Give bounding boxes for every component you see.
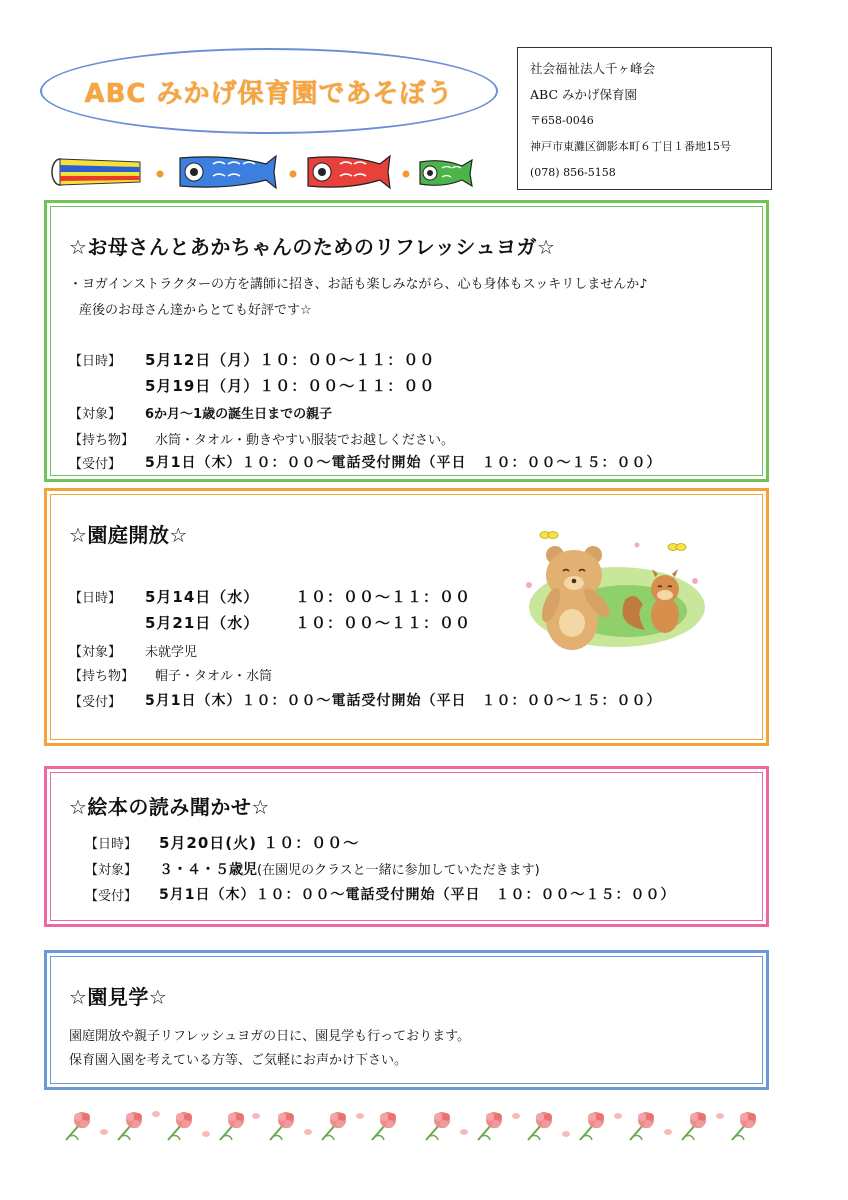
yoga-title: ☆お母さんとあかちゃんのためのリフレッシュヨガ☆: [69, 235, 556, 259]
garden-date-label: 【日時】: [69, 591, 122, 606]
org-info-box: [517, 47, 772, 190]
book-target-note: (在園児のクラスと一緒に参加していただきます): [257, 863, 540, 878]
garden-date-2-day: 5月21日（水）: [145, 614, 260, 632]
yoga-date-1: 5月12日（月）１０：００～１１：００: [145, 351, 436, 369]
yoga-bring-label: 【持ち物】: [69, 433, 135, 448]
garden-accept-label: 【受付】: [69, 695, 122, 710]
garden-title: ☆園庭開放☆: [69, 523, 188, 547]
book-reading-section: [44, 766, 769, 927]
book-date-label: 【日時】: [85, 837, 138, 852]
visit-line-2: 保育園入園を考えている方等、ご気軽にお声かけ下さい。: [69, 1053, 408, 1068]
visit-title: ☆園見学☆: [69, 985, 168, 1009]
title-oval: [40, 48, 498, 134]
yoga-date-2: 5月19日（月）１０：００～１１：００: [145, 377, 436, 395]
yoga-target: 6か月～1歳の誕生日までの親子: [145, 407, 333, 422]
yoga-section: [44, 200, 769, 482]
dot-icon: [403, 171, 410, 178]
blue-carp-icon: [180, 156, 276, 188]
koinobori-decoration: [48, 150, 478, 194]
org-phone: (078) 856-5158: [530, 166, 616, 179]
garden-section: [44, 488, 769, 746]
flower-icons: [66, 1111, 756, 1140]
garden-bring: 帽子・タオル・水筒: [155, 669, 273, 684]
book-target-label: 【対象】: [85, 863, 138, 878]
book-target: [159, 859, 540, 879]
garden-accept: 5月1日（木）１０：００～電話受付開始（平日 １０：００～１５：００）: [145, 693, 662, 709]
org-name: ABC みかげ保育園: [530, 87, 637, 102]
yoga-target-label: 【対象】: [69, 407, 122, 422]
book-accept-label: 【受付】: [85, 889, 138, 904]
book-date: 5月20日(火) １０：００～: [159, 834, 360, 852]
dot-icon: [290, 171, 297, 178]
book-accept: 5月1日（木）１０：００～電話受付開始（平日 １０：００～１５：００）: [159, 887, 676, 903]
garden-target: 未就学児: [145, 645, 198, 660]
green-carp-icon: [420, 160, 472, 186]
book-target-main: ３・４・５歳児: [159, 862, 257, 878]
yoga-desc-1: ・ヨガインストラクターの方を講師に招き、お話も楽しみながら、心も身体もスッキリしませんか♪: [69, 277, 648, 292]
garden-date-1-time: １０：００～１１：００: [295, 588, 472, 606]
yoga-accept: 5月1日（木）１０：００～電話受付開始（平日 １０：００～１５：００）: [145, 455, 662, 471]
red-carp-icon: [308, 156, 390, 188]
bear-squirrel-illustration: [517, 525, 707, 655]
garden-date-2-time: １０：００～１１：００: [295, 614, 472, 632]
yoga-desc-2: 産後のお母さん達からとても好評です☆: [79, 303, 312, 318]
org-postal: 〒658-0046: [530, 114, 594, 127]
book-title: ☆絵本の読み聞かせ☆: [69, 795, 270, 819]
streamer-icon: [52, 159, 140, 185]
yoga-date-label: 【日時】: [69, 354, 122, 369]
garden-bring-label: 【持ち物】: [69, 669, 135, 684]
carnation-border: [60, 1104, 760, 1146]
page-title: ABC みかげ保育園であそぼう: [84, 78, 454, 109]
yoga-bring: 水筒・タオル・動きやすい服装でお越しください。: [155, 433, 455, 448]
org-address: 神戸市東灘区御影本町６丁目１番地15号: [530, 140, 731, 153]
dot-icon: [157, 171, 164, 178]
yoga-accept-label: 【受付】: [69, 457, 122, 472]
garden-target-label: 【対象】: [69, 645, 122, 660]
visit-line-1: 園庭開放や親子リフレッシュヨガの日に、園見学も行っております。: [69, 1029, 471, 1044]
garden-date-1-day: 5月14日（水）: [145, 588, 260, 606]
org-corp: 社会福祉法人千ヶ峰会: [530, 61, 656, 76]
visit-section: [44, 950, 769, 1090]
